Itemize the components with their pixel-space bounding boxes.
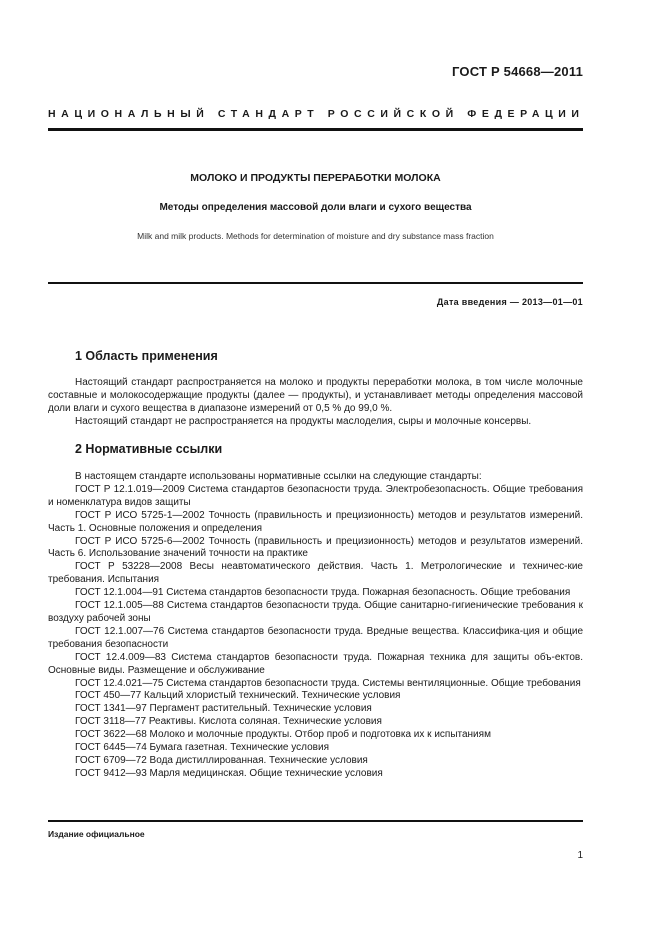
reference-item: ГОСТ 3622—68 Молоко и молочные продукты. Отбор проб и подготовка их к испытаниям	[75, 729, 491, 741]
national-standard-banner: НАЦИОНАЛЬНЫЙ СТАНДАРТ РОССИЙСКОЙ ФЕДЕРАЦИИ	[48, 108, 585, 120]
reference-item: ГОСТ Р ИСО 5725-6—2002 Точность (правильность и прецизионность) методов и результатов измерений. Часть 6. Использование значений точности на практике	[48, 535, 583, 560]
reference-item: ГОСТ 12.1.007—76 Система стандартов безопасности труда. Вредные вещества. Классифика-ция и общие требования безопасности	[48, 625, 583, 650]
introduction-date: Дата введения — 2013—01—01	[436, 297, 583, 307]
normative-references-list	[48, 471, 583, 781]
title-divider	[48, 282, 583, 284]
header-divider	[48, 128, 583, 131]
reference-item: ГОСТ 6445—74 Бумага газетная. Технические условия	[75, 742, 329, 754]
document-subtitle: Методы определения массовой доли влаги и сухого вещества	[159, 202, 472, 213]
section-2-heading: 2 Нормативные ссылки	[75, 442, 223, 456]
reference-item: ГОСТ 12.4.021—75 Система стандартов безопасности труда. Системы вентиляционные. Общие требования	[75, 677, 581, 689]
reference-item: ГОСТ 3118—77 Реактивы. Кислота соляная. Технические условия	[75, 716, 382, 728]
reference-item: ГОСТ 12.1.004—91 Система стандартов безопасности труда. Пожарная безопасность. Общие требования	[75, 587, 571, 599]
page-number: 1	[577, 850, 583, 861]
reference-item: ГОСТ 450—77 Кальций хлористый технический. Технические условия	[75, 690, 401, 702]
document-number: ГОСТ Р 54668—2011	[452, 64, 583, 79]
footer-divider	[48, 820, 583, 822]
section-1-paragraph: Настоящий стандарт не распространяется на продукты маслоделия, сыры и молочные консервы.	[75, 416, 532, 427]
edition-note: Издание официальное	[48, 829, 145, 839]
section-1-paragraph: Настоящий стандарт распространяется на молоко и продукты переработки молока, в том числе молочные составные и молокосодержащие продукты (далее — продукты), и устанавливает методы определения массовой доли влаги и сухого вещества в диапазоне измерений от 0,5 % до 99,0 %.	[48, 377, 583, 414]
reference-item: ГОСТ 9412—93 Марля медицинская. Общие технические условия	[75, 767, 383, 779]
reference-item: ГОСТ Р ИСО 5725-1—2002 Точность (правильность и прецизионность) методов и результатов измерений. Часть 1. Основные положения и определения	[48, 509, 583, 534]
reference-item: ГОСТ 6709—72 Вода дистиллированная. Технические условия	[75, 754, 368, 766]
reference-item: ГОСТ Р 53228—2008 Весы неавтоматического действия. Часть 1. Метрологические и техничес-кие требования. Испытания	[48, 561, 583, 586]
reference-item: ГОСТ 1341—97 Пергамент растительный. Технические условия	[75, 703, 372, 715]
english-title: Milk and milk products. Methods for determination of moisture and dry substance mass fraction	[137, 231, 494, 241]
document-title: МОЛОКО И ПРОДУКТЫ ПЕРЕРАБОТКИ МОЛОКА	[190, 172, 441, 184]
section-1-heading: 1 Область применения	[75, 349, 218, 363]
reference-item: ГОСТ 12.4.009—83 Система стандартов безопасности труда. Пожарная техника для защиты объ-ектов. Основные виды. Размещение и обслуживание	[48, 651, 583, 676]
reference-item: ГОСТ 12.1.005—88 Система стандартов безопасности труда. Общие санитарно-гигиенические требования к воздуху рабочей зоны	[48, 600, 583, 624]
references-intro: В настоящем стандарте использованы нормативные ссылки на следующие стандарты:	[75, 471, 482, 482]
reference-item: ГОСТ Р 12.1.019—2009 Система стандартов безопасности труда. Электробезопасность. Общие требования и номенклатура видов защиты	[48, 483, 583, 508]
